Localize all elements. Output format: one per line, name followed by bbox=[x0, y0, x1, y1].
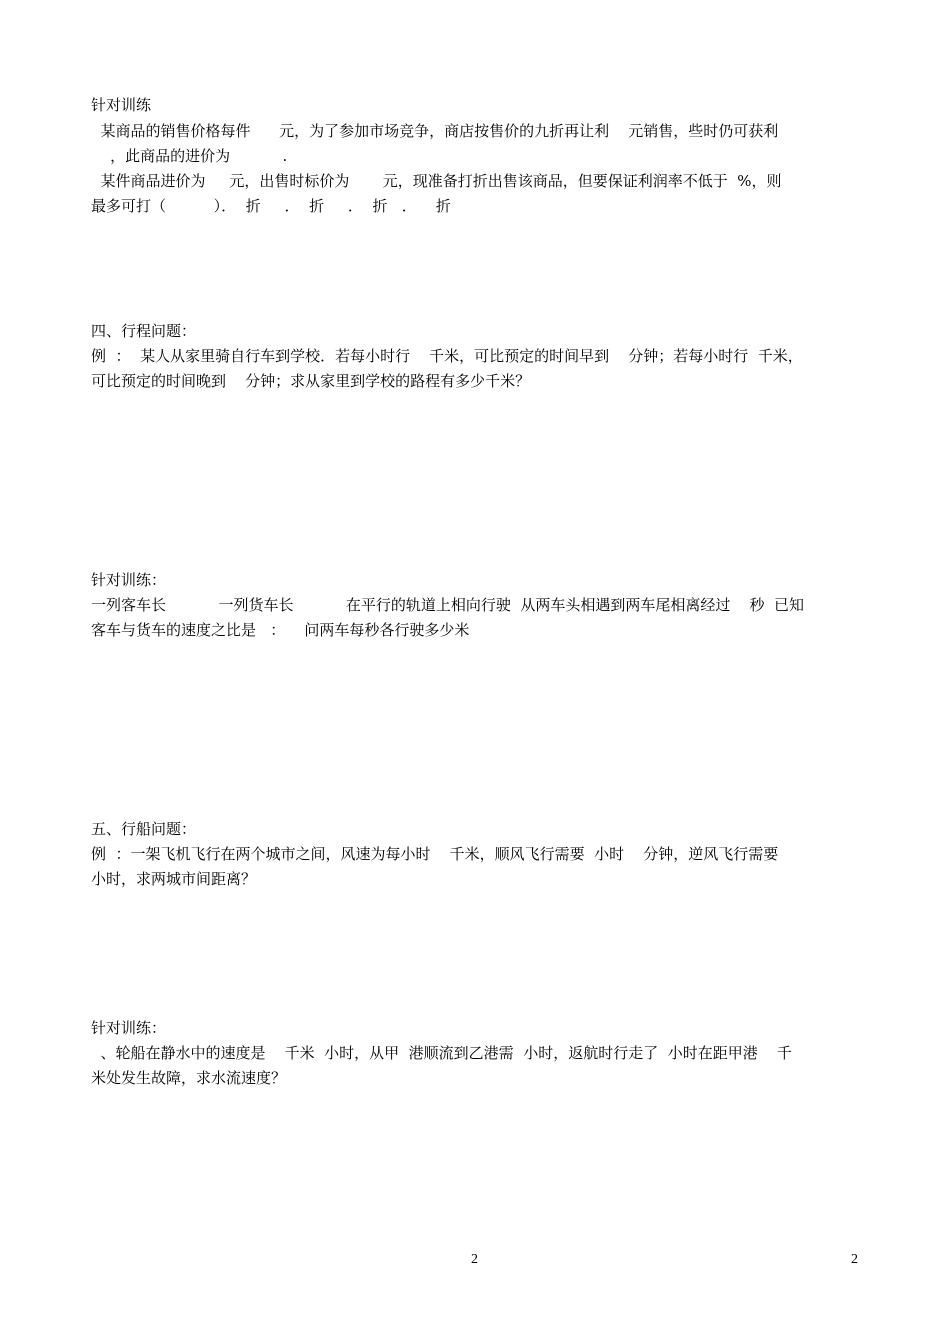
text-line: 某商品的销售价格每件 元，为了参加市场竞争，商店按售价的九折再让利 元销售，些时仍可获利 bbox=[91, 122, 779, 140]
text-line: 客车与货车的速度之比是 ： 问两车每秒各行驶多少米 bbox=[91, 621, 470, 639]
section-heading-travel: 四、行程问题： bbox=[91, 322, 197, 340]
text-line: 某件商品进价为 元，出售时标价为 元，现准备打折出售该商品，但要保证利润率不低于 %，则 bbox=[91, 172, 782, 190]
text-line: 例 ：一架飞机飞行在两个城市之间，风速为每小时 千米，顺风飞行需要 小时 分钟，逆风飞行需要 bbox=[91, 845, 779, 863]
page-number-right: 2 bbox=[851, 1252, 858, 1267]
text-line: 米处发生故障，求水流速度？ bbox=[91, 1069, 287, 1087]
section-heading-practice-2: 针对训练： bbox=[91, 571, 167, 589]
page-number-center: 2 bbox=[471, 1252, 478, 1267]
section-heading-boat: 五、行船问题： bbox=[91, 820, 197, 838]
text-line: 最多可打（ ）． 折 ． 折 ． 折 ． 折 bbox=[91, 197, 451, 215]
section-heading-practice-1: 针对训练 bbox=[91, 96, 152, 114]
text-line: 可比预定的时间晚到 分钟；求从家里到学校的路程有多少千米？ bbox=[91, 372, 531, 390]
text-line: ，此商品的进价为 . bbox=[91, 147, 288, 165]
section-heading-practice-3: 针对训练： bbox=[91, 1019, 167, 1037]
text-line: 例 ： 某人从家里骑自行车到学校．若每小时行 千米，可比预定的时间早到 分钟；若每小时行 千米， bbox=[91, 347, 803, 365]
text-line: 一列客车长 一列货车长 在平行的轨道上相向行驶 从两车头相遇到两车尾相离经过 秒 已知 bbox=[91, 596, 805, 614]
text-line: 、轮船在静水中的速度是 千米 小时，从甲 港顺流到乙港需 小时，返航时行走了 小时在距甲港 千 bbox=[91, 1044, 792, 1062]
text-line: 小时，求两城市间距离？ bbox=[91, 870, 257, 888]
